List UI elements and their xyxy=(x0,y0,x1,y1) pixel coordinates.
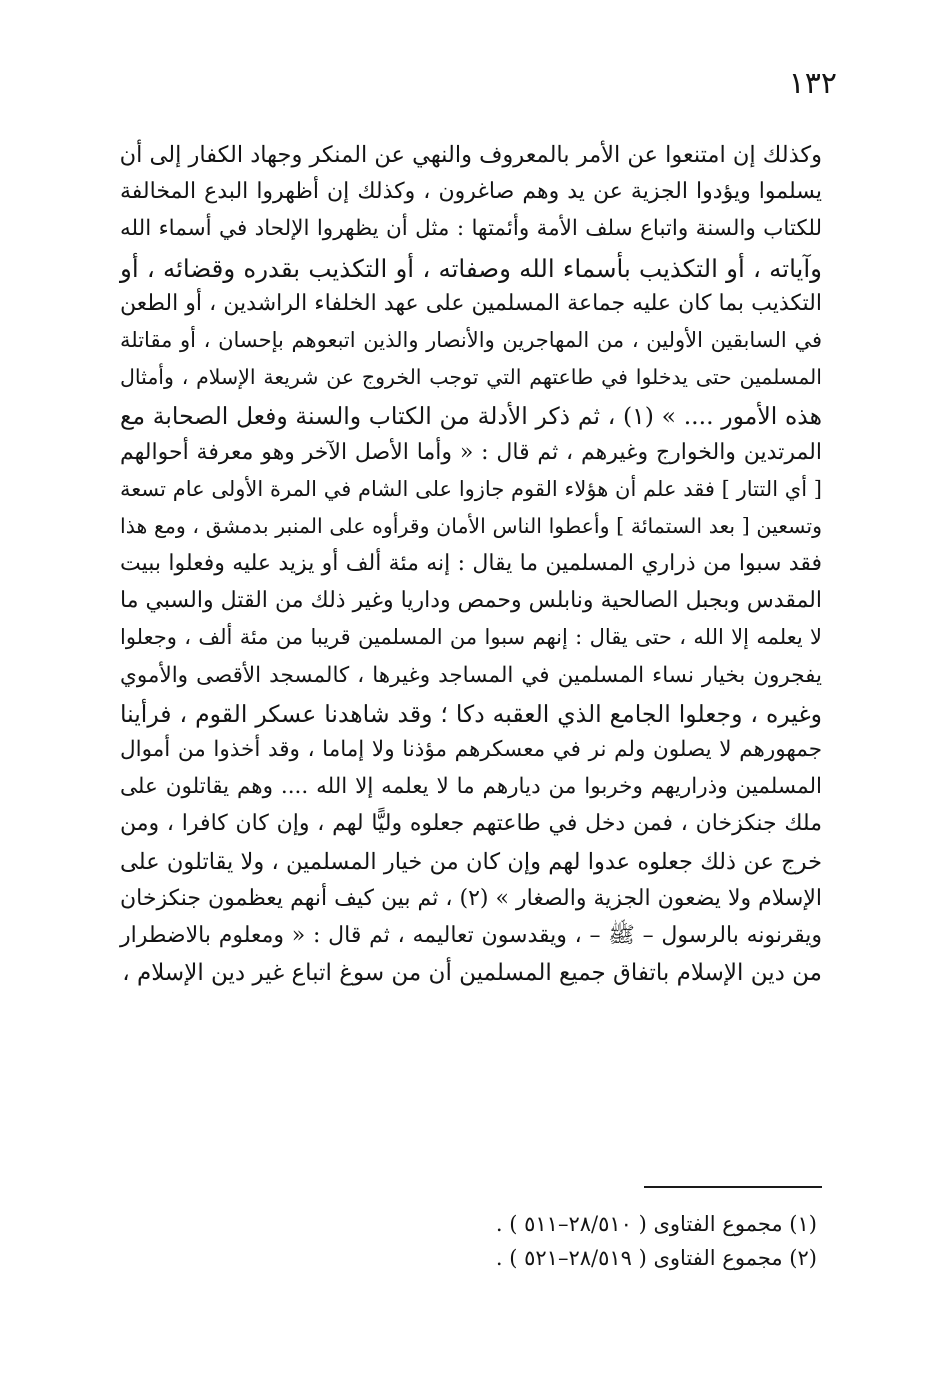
text-line: لا يعلمه إلا الله ، حتى يقال : إنهم سبوا من المسلمين قريبا من مئة ألف ، وجعلوا xyxy=(120,625,822,650)
footnote: (١) مجموع الفتاوى ( ٢٨/٥١٠–٥١١ ) . xyxy=(495,1212,817,1236)
text-line: فقد سبوا من ذراري المسلمين ما يقال : إنه مئة ألف أو يزيد عليه وفعلوا ببيت xyxy=(120,551,822,577)
text-line: يفجرون بخيار نساء المسلمين في المساجد وغيرها ، كالمسجد الأقصى والأموي xyxy=(120,662,822,688)
text-line: [ أي التتار ] فقد علم أن هؤلاء القوم جازوا على الشام في المرة الأولى عام تسعة xyxy=(120,476,822,501)
text-line: المقدس وبجبل الصالحية ونابلس وحمص وداريا وغير ذلك من القتل والسبي ما xyxy=(120,588,822,614)
text-line: من دين الإسلام باتفاق جميع المسلمين أن من سوغ اتباع غير دين الإسلام ، xyxy=(122,960,822,987)
footnote: (٢) مجموع الفتاوى ( ٢٨/٥١٩–٥٢١ ) . xyxy=(495,1245,817,1270)
page-number: ١٣٢ xyxy=(788,66,837,101)
text-line: ملك جنكزخان ، فمن دخل في طاعتهم جعلوه وليًّا لهم ، وإن كان كافرا ، ومن xyxy=(120,811,822,837)
text-line: للكتاب والسنة واتباع سلف الأمة وأئمتها : مثل أن يظهروا الإلحاد في أسماء الله xyxy=(120,216,822,242)
text-line: المسلمين وذراريهم وخربوا من ديارهم ما لا يعلمه إلا الله .... وهم يقاتلون على xyxy=(120,774,822,800)
text-line: يسلموا ويؤدوا الجزية عن يد وهم صاغرون ، وكذلك إن أظهروا البدع المخالفة xyxy=(120,179,822,205)
text-line: في السابقين الأولين ، من المهاجرين والأنصار والذين اتبعوهم بإحسان ، أو مقاتلة xyxy=(120,327,822,352)
text-line: ويقرنونه بالرسول – ﷺ – ، ويقدسون تعاليمه ، ثم قال : « ومعلوم بالاضطرار xyxy=(120,922,822,948)
text-line: وتسعين [ بعد الستمائة ] وأعطوا الناس الأمان وقرأوه على المنبر بدمشق ، ومع هذا xyxy=(120,513,822,538)
text-line: التكذيب بما كان عليه جماعة المسلمين على عهد الخلفاء الراشدين ، أو الطعن xyxy=(120,290,822,316)
text-line: وكذلك إن امتنعوا عن الأمر بالمعروف والنهي عن المنكر وجهاد الكفار إلى أن xyxy=(119,142,822,168)
text-line: المرتدين والخوارج وغيرهم ، ثم قال : « وأما الأصل الآخر وهو معرفة أحوالهم xyxy=(120,439,822,465)
footnotes xyxy=(317,1208,817,1275)
text-line: وغيره ، وجعلوا الجامع الذي العقبه دكا ؛ وقد شاهدنا عسكر القوم ، فرأينا xyxy=(120,699,822,728)
text-line: هذه الأمور .... » (١) ، ثم ذكر الأدلة من الكتاب والسنة وفعل الصحابة مع xyxy=(120,402,823,431)
body-text xyxy=(120,140,822,995)
text-line: الإسلام ولا يضعون الجزية والصغار » (٢) ، ثم بين كيف أنهم يعظمون جنكزخان xyxy=(120,885,822,911)
text-line: خرج عن ذلك جعلوه عدوا لهم وإن كان من خيار المسلمين ، ولا يقاتلون على xyxy=(120,848,822,875)
text-line: جمهورهم لا يصلون ولم نر في معسكرهم مؤذنا ولا إماما ، وقد أخذوا من أموال xyxy=(120,737,822,762)
text-line: وآياته ، أو التكذيب بأسماء الله وصفاته ، أو التكذيب بقدره وقضائه ، أو xyxy=(120,253,822,283)
footnote-separator xyxy=(644,1186,822,1188)
text-line: المسلمين حتى يدخلوا في طاعتهم التي توجب الخروج عن شريعة الإسلام ، وأمثال xyxy=(120,365,822,390)
